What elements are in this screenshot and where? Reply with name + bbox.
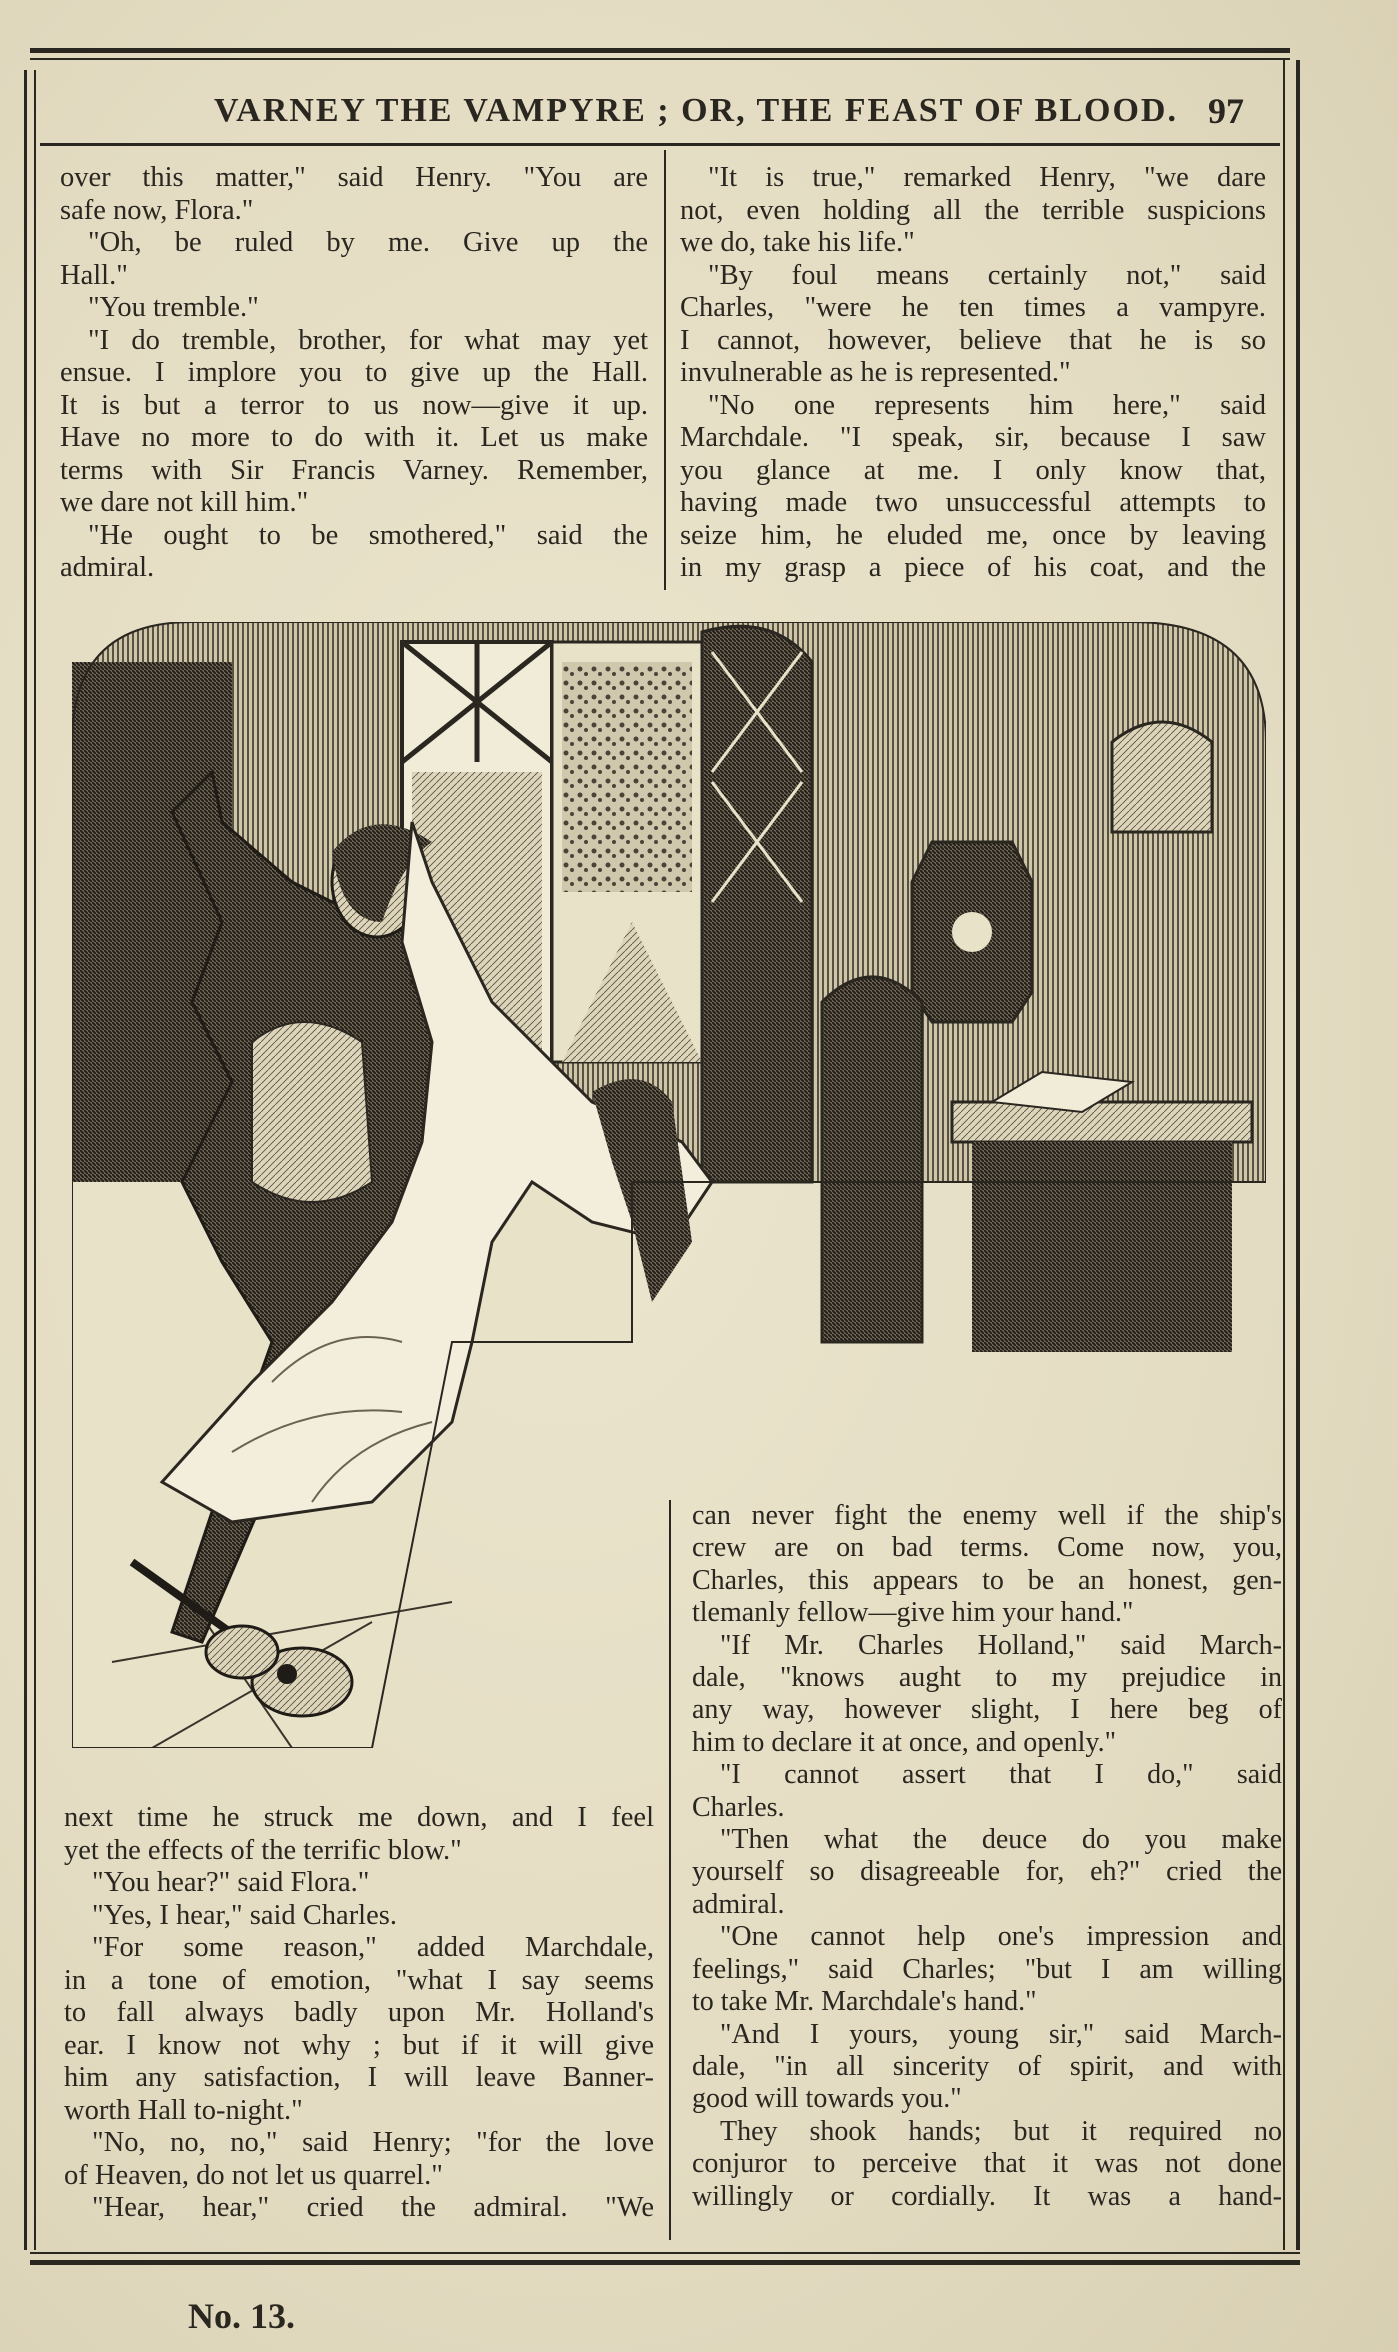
text-line: "One cannot help one's impression and (720, 1921, 1282, 1953)
text-line: him any satisfaction, I will leave Banner- (64, 2062, 654, 2093)
text-line: of Heaven, do not let us quarrel." (64, 2159, 443, 2191)
text-line: "No one represents him here," said (708, 389, 1266, 421)
bottom-rule-thin (30, 2252, 1300, 2254)
text-line: "You hear?" said Flora." (92, 1867, 370, 1898)
bottom-rule-thick (30, 2260, 1300, 2265)
text-line: having made two unsuccessful attempts to (680, 487, 1266, 518)
text-line: next time he struck me down, and I feel (64, 1802, 654, 1833)
text-line: tlemanly fellow—give him your hand." (692, 1597, 1134, 1629)
column-top-left (60, 162, 648, 585)
text-line: Hall." (60, 259, 128, 291)
header-rule (40, 143, 1280, 146)
left-border-outer (24, 70, 27, 2250)
top-rule-thick (30, 48, 1290, 53)
text-line: Charles. (692, 1791, 785, 1823)
text-line: to fall always badly upon Mr. Holland's (64, 1997, 654, 2028)
text-line: yet the effects of the terrific blow." (64, 1834, 462, 1866)
text-line: safe now, Flora." (60, 194, 254, 226)
header-title: VARNEY THE VAMPYRE ; OR, THE FEAST OF BLOOD. (214, 92, 1178, 129)
text-line: Charles, this appears to be an honest, gen- (692, 1564, 1282, 1596)
text-line: worth Hall to-night." (64, 2094, 303, 2126)
text-line: invulnerable as he is represented." (680, 357, 1071, 388)
column-bottom-right (692, 1500, 1282, 2213)
column-bottom-left (64, 1802, 654, 2225)
text-line: dale, "in all sincerity of spirit, and with (692, 2050, 1282, 2082)
text-line: "Hear, hear," cried the admiral. "We (92, 2192, 654, 2223)
text-line: not, even holding all the terrible suspicions (680, 194, 1266, 226)
text-line: "And I yours, young sir," said March- (720, 2018, 1282, 2050)
text-line: I cannot, however, believe that he is so (680, 324, 1266, 356)
text-line: you glance at me. I only know that, (680, 454, 1266, 486)
right-border-inner (1283, 60, 1285, 2250)
page-number: 97 (1208, 91, 1244, 131)
text-line: "I cannot assert that I do," said (720, 1759, 1282, 1791)
text-line: It is but a terror to us now—give it up. (60, 389, 648, 421)
text-line: him to declare it at once, and openly." (692, 1726, 1117, 1758)
right-border-outer (1296, 60, 1300, 2250)
text-line: "You tremble." (88, 292, 259, 323)
text-line: They shook hands; but it required no (720, 2115, 1282, 2147)
text-line: "For some reason," added Marchdale, (92, 1932, 654, 1963)
text-line: can never fight the enemy well if the ship's (692, 1500, 1282, 1531)
text-line: Charles, "were he ten times a vampyre. (680, 292, 1266, 323)
text-line: we do, take his life." (680, 227, 915, 258)
text-line: "By foul means certainly not," said (708, 259, 1266, 291)
text-line: "If Mr. Charles Holland," said March- (720, 1629, 1282, 1661)
text-line: "Yes, I hear," said Charles. (92, 1899, 397, 1931)
column-top-right (680, 162, 1266, 585)
running-header (44, 86, 1264, 138)
text-line: Have no more to do with it. Let us make (60, 422, 648, 453)
text-line: "No, no, no," said Henry; "for the love (92, 2127, 654, 2158)
text-line: admiral. (692, 1888, 785, 1920)
text-line: dale, "knows aught to my prejudice in (692, 1662, 1282, 1694)
text-line: admiral. (60, 552, 155, 583)
text-line: ear. I know not why ; but if it will give (64, 2029, 654, 2061)
issue-number: No. 13. (188, 2296, 295, 2336)
text-line: in my grasp a piece of his coat, and the (680, 552, 1266, 583)
text-line: "I do tremble, brother, for what may yet (88, 324, 648, 356)
text-line: seize him, he eluded me, once by leaving (680, 519, 1266, 551)
text-line: ensue. I implore you to give up the Hall. (60, 357, 648, 388)
text-line: "Then what the deuce do you make (720, 1824, 1282, 1856)
left-border-inner (34, 70, 36, 2250)
text-line: to take Mr. Marchdale's hand." (692, 1986, 1037, 2018)
text-line: conjuror to perceive that it was not done (692, 2148, 1282, 2180)
text-line: yourself so disagreeable for, eh?" cried the (692, 1856, 1282, 1888)
text-line: any way, however slight, I here beg of (692, 1694, 1282, 1726)
text-line: in a tone of emotion, "what I say seems (64, 1964, 654, 1996)
text-line: terms with Sir Francis Varney. Remember, (60, 454, 648, 486)
text-line: willingly or cordially. It was a hand- (692, 2180, 1282, 2212)
text-line: "It is true," remarked Henry, "we dare (708, 162, 1266, 193)
column-divider-top (664, 150, 666, 590)
text-line: "He ought to be smothered," said the (88, 519, 648, 551)
top-rule-thin (30, 58, 1290, 60)
text-line: "Oh, be ruled by me. Give up the (88, 227, 648, 258)
text-line: Marchdale. "I speak, sir, because I saw (680, 422, 1266, 453)
text-line: over this matter," said Henry. "You are (60, 162, 648, 193)
text-line: crew are on bad terms. Come now, you, (692, 1532, 1282, 1564)
text-line: good will towards you." (692, 2083, 962, 2115)
text-line: feelings," said Charles; "but I am willing (692, 1953, 1282, 1985)
text-line: we dare not kill him." (60, 487, 309, 518)
